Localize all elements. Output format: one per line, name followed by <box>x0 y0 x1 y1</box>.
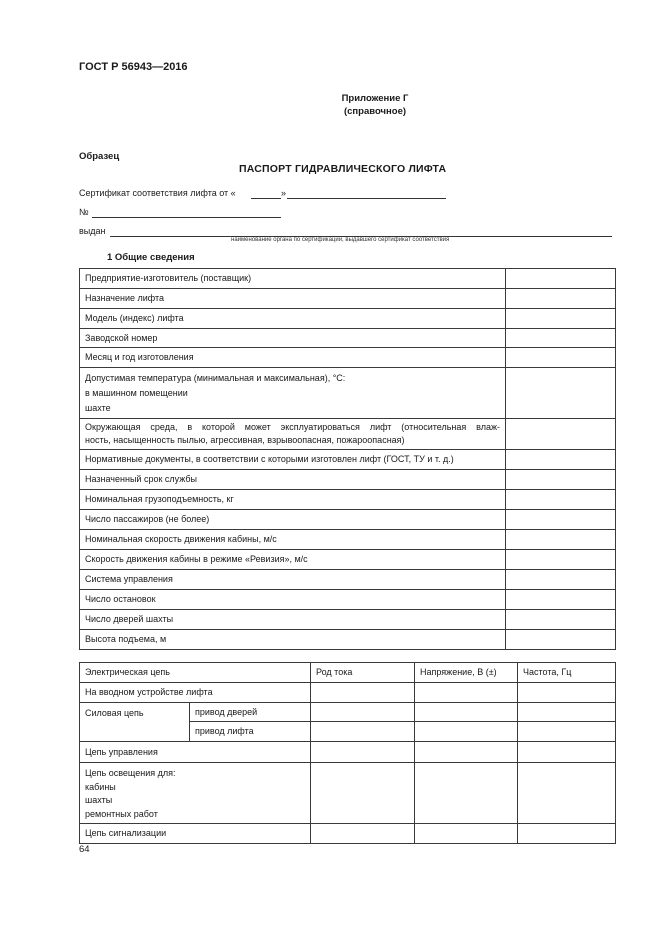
table-row <box>80 630 616 650</box>
cell-value[interactable] <box>518 703 616 722</box>
certificate-day-field[interactable] <box>251 198 281 199</box>
cell-value[interactable] <box>518 722 616 742</box>
table-row <box>80 419 616 450</box>
lighting-cabin-label: кабины <box>85 781 116 792</box>
issued-caption: наименование органа по сертификации, выдавшего сертификат соответствия <box>231 237 450 243</box>
cell-value[interactable] <box>311 742 415 763</box>
row-label: Заводской номер <box>80 329 506 348</box>
row-label: Назначение лифта <box>80 289 506 309</box>
input-device-label: На вводном устройстве лифта <box>80 683 311 703</box>
table-row <box>80 329 616 348</box>
cell-value[interactable] <box>311 824 415 844</box>
table-row <box>80 590 616 610</box>
row-label: Скорость движения кабины в режиме «Ревизия», м/с <box>80 550 506 570</box>
row-value[interactable] <box>506 329 616 348</box>
issued-label: выдан <box>79 226 106 236</box>
row-label: Номинальная грузоподъемность, кг <box>80 490 506 510</box>
cell-value[interactable] <box>311 722 415 742</box>
certificate-quote-mark: » <box>281 188 287 198</box>
lift-drive-label: привод лифта <box>190 722 311 742</box>
table-row <box>80 610 616 630</box>
row-value[interactable] <box>506 490 616 510</box>
cell-value[interactable] <box>415 742 518 763</box>
general-info-table <box>79 268 616 650</box>
row-label: Месяц и год изготовления <box>80 348 506 368</box>
standard-code: ГОСТ Р 56943—2016 <box>79 61 188 73</box>
table-row <box>80 490 616 510</box>
annex-type: (справочное) <box>343 106 407 117</box>
cell-value[interactable] <box>518 763 616 824</box>
table-row <box>80 289 616 309</box>
cell-value[interactable] <box>311 683 415 703</box>
cell-value[interactable] <box>415 763 518 824</box>
cell-value[interactable] <box>415 683 518 703</box>
table-row <box>80 742 616 763</box>
row-label: Назначенный срок службы <box>80 470 506 490</box>
table-row <box>80 450 616 470</box>
table-row <box>80 510 616 530</box>
cell-value[interactable] <box>518 683 616 703</box>
table-row <box>80 703 616 722</box>
power-circuit-label: Силовая цепь <box>80 703 190 742</box>
table-row <box>80 470 616 490</box>
door-drive-label: привод дверей <box>190 703 311 722</box>
row-value[interactable] <box>506 590 616 610</box>
row-value[interactable] <box>506 610 616 630</box>
cell-value[interactable] <box>415 703 518 722</box>
row-label: Модель (индекс) лифта <box>80 309 506 329</box>
table-row <box>80 824 616 844</box>
row-value[interactable] <box>506 309 616 329</box>
table-row <box>80 309 616 329</box>
row-label: Предприятие-изготовитель (поставщик) <box>80 269 506 289</box>
table-row <box>80 570 616 590</box>
row-label <box>80 419 506 450</box>
page-number: 64 <box>79 844 90 855</box>
lighting-shaft-label: шахты <box>85 795 113 805</box>
cell-value[interactable] <box>415 824 518 844</box>
certificate-number-field[interactable] <box>92 217 281 218</box>
row-value[interactable] <box>506 368 616 419</box>
machine-room-label: в машинном помещении <box>85 388 188 398</box>
lighting-repair-label: ремонтных работ <box>85 808 158 819</box>
cell-value[interactable] <box>311 703 415 722</box>
row-label: Система управления <box>80 570 506 590</box>
certificate-date-field[interactable] <box>287 198 446 199</box>
header-current-type: Род тока <box>311 663 415 683</box>
cell-value[interactable] <box>311 763 415 824</box>
row-label <box>80 368 506 419</box>
table-row <box>80 368 616 419</box>
header-frequency: Частота, Гц <box>518 663 616 683</box>
table-row <box>80 683 616 703</box>
signal-circuit-label: Цепь сигнализации <box>80 824 311 844</box>
sample-label: Образец <box>79 151 120 162</box>
row-value[interactable] <box>506 550 616 570</box>
row-value[interactable] <box>506 570 616 590</box>
number-label: № <box>79 207 89 217</box>
cell-value[interactable] <box>415 722 518 742</box>
table-row <box>80 348 616 368</box>
row-value[interactable] <box>506 470 616 490</box>
cell-value[interactable] <box>518 742 616 763</box>
document-title: ПАСПОРТ ГИДРАВЛИЧЕСКОГО ЛИФТА <box>239 163 447 175</box>
row-label: Число остановок <box>80 590 506 610</box>
shaft-label: шахте <box>85 403 111 413</box>
annex-title: Приложение Г <box>341 93 409 104</box>
control-circuit-label: Цепь управления <box>80 742 311 763</box>
environment-label-line2: ность, насыщенность пылью, агрессивная, взрывоопасная, пожароопасная) <box>85 434 405 445</box>
row-value[interactable] <box>506 530 616 550</box>
row-label: Нормативные документы, в соответствии с которыми изготовлен лифт (ГОСТ, ТУ и т. д.) <box>80 450 506 470</box>
header-circuit: Электрическая цепь <box>80 663 311 683</box>
row-label: Высота подъема, м <box>80 630 506 650</box>
row-label: Номинальная скорость движения кабины, м/с <box>80 530 506 550</box>
temperature-label: Допустимая температура (минимальная и максимальная), °С: <box>85 373 346 383</box>
row-value[interactable] <box>506 269 616 289</box>
row-value[interactable] <box>506 348 616 368</box>
electrical-table <box>79 662 616 844</box>
table-row <box>80 550 616 570</box>
row-value[interactable] <box>506 419 616 450</box>
header-voltage: Напряжение, В (±) <box>415 663 518 683</box>
row-value[interactable] <box>506 510 616 530</box>
lighting-circuit-cell <box>80 763 311 824</box>
row-label: Число пассажиров (не более) <box>80 510 506 530</box>
table-row <box>80 763 616 824</box>
row-label: Число дверей шахты <box>80 610 506 630</box>
section-title: 1 Общие сведения <box>107 252 195 263</box>
cell-value[interactable] <box>518 824 616 844</box>
certificate-label: Сертификат соответствия лифта от « <box>79 188 236 198</box>
table-row <box>80 269 616 289</box>
row-value[interactable] <box>506 450 616 470</box>
row-value[interactable] <box>506 630 616 650</box>
environment-label-line1: Окружающая среда, в которой может эксплуатироваться лифт (относительная влаж- <box>85 422 500 432</box>
lighting-circuit-label: Цепь освещения для: <box>85 768 176 778</box>
table-row <box>80 530 616 550</box>
row-value[interactable] <box>506 289 616 309</box>
table-header-row <box>80 663 616 683</box>
